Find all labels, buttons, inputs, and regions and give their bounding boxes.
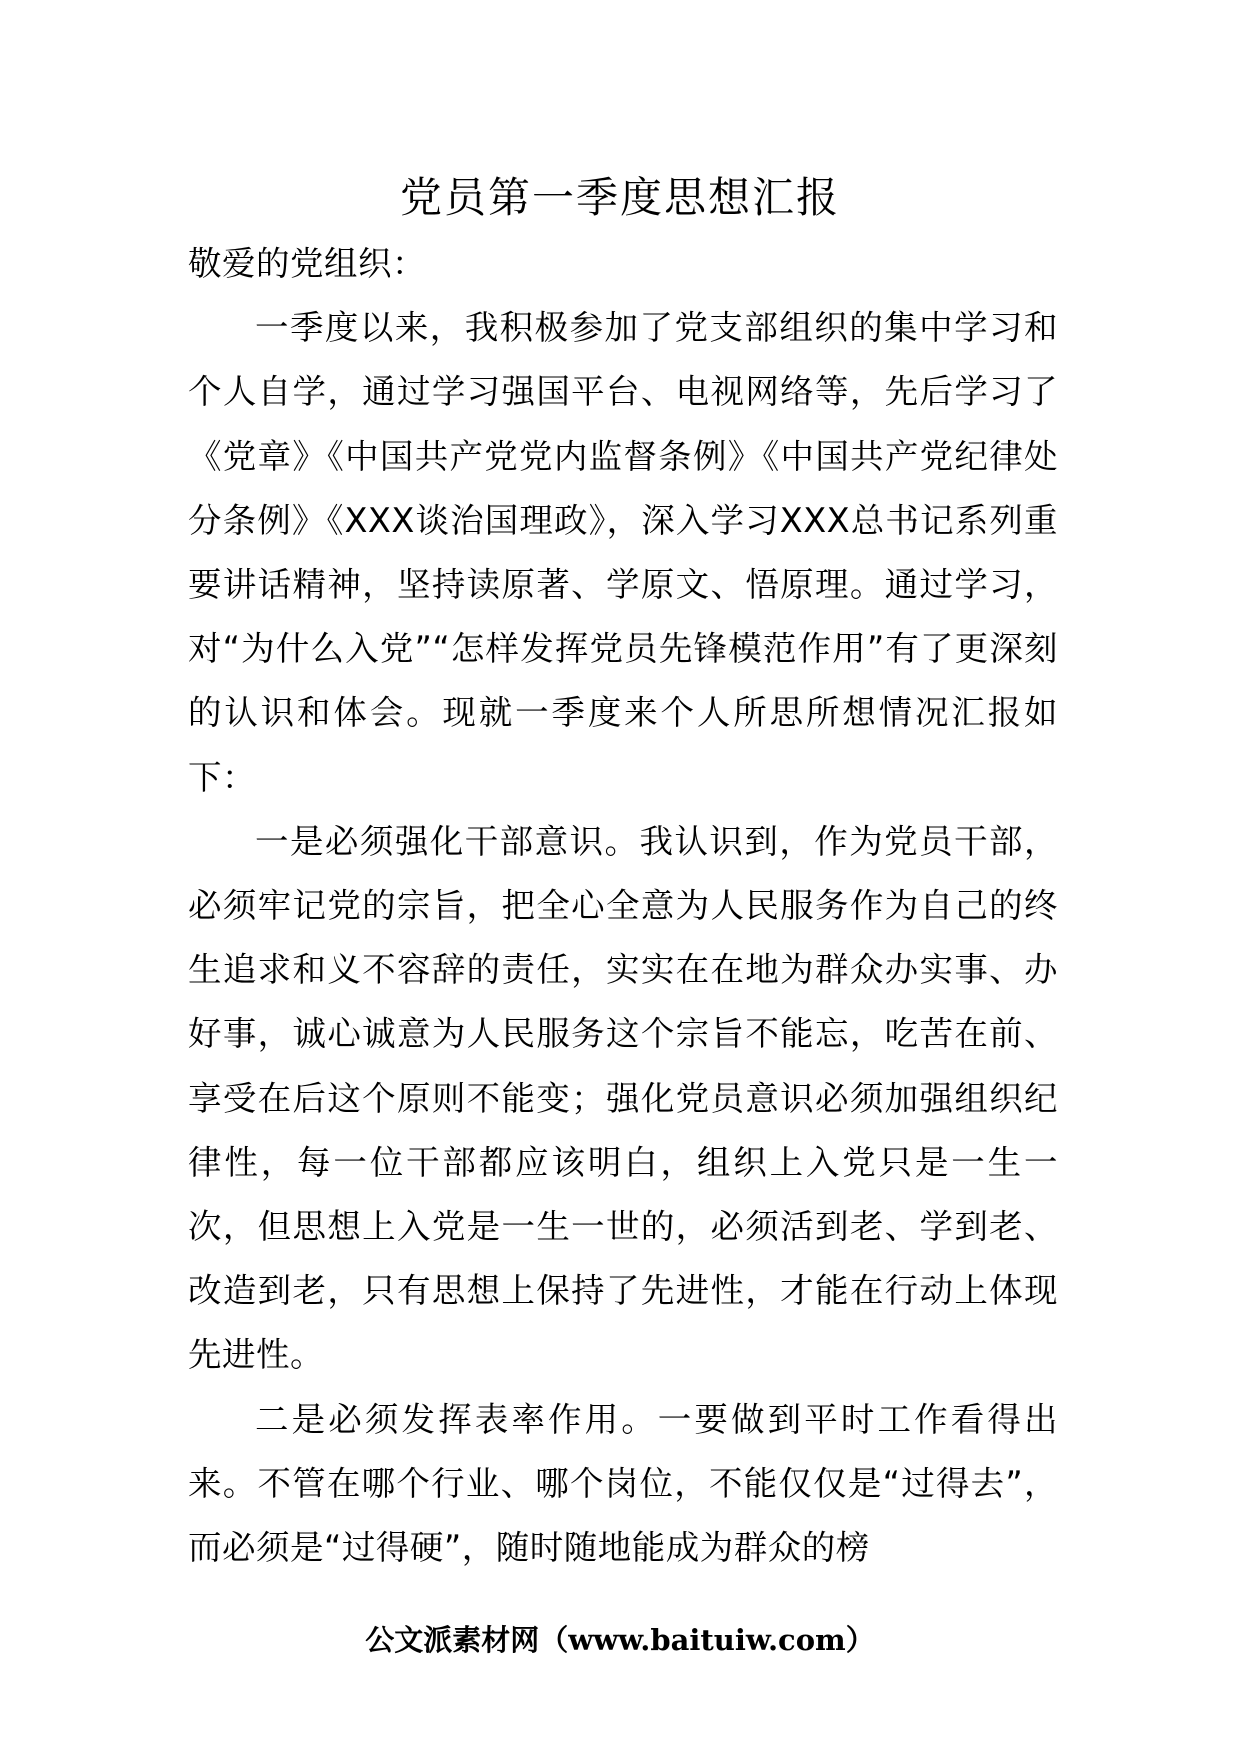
document-body [188, 232, 1058, 1580]
document-title: 党员第一季度思想汇报 [399, 173, 840, 222]
footer-watermark: 公文派素材网（www.baituiw.com） [365, 1623, 875, 1657]
paragraph-point-two: 二是必须发挥表率作用。一要做到平时工作看得出来。不管在哪个行业、哪个岗位，不能仅仅是“过得去”，而必须是“过得硬”，随时随地能成为群众的榜 [188, 1399, 1058, 1568]
paragraph-point-one: 一是必须强化干部意识。我认识到，作为党员干部，必须牢记党的宗旨，把全心全意为人民服务作为自己的终生追求和义不容辞的责任，实实在在地为群众办实事、办好事，诚心诚意为人民服务这个宗旨不能忘，吃苦在前、享受在后这个原则不能变；强化党员意识必须加强组织纪律性，每一位干部都应该明白，组织上入党只是一生一次，但思想上入党是一生一世的，必须活到老、学到老、改造到老，只有思想上保持了先进性，才能在行动上体现先进性。 [188, 821, 1058, 1375]
paragraph-intro: 一季度以来，我积极参加了党支部组织的集中学习和个人自学，通过学习强国平台、电视网络等，先后学习了《党章》《中国共产党党内监督条例》《中国共产党纪律处分条例》《XXX谈治国理政》，深入学习XXX总书记系列重要讲话精神，坚持读原著、学原文、悟原理。通过学习，对“为什么入党”“怎样发挥党员先锋模范作用”有了更深刻的认识和体会。现就一季度来个人所思所想情况汇报如下： [188, 308, 1058, 797]
salutation: 敬爱的党组织： [188, 244, 426, 283]
